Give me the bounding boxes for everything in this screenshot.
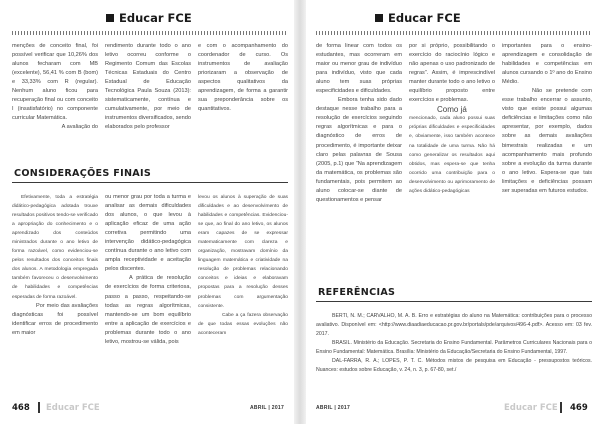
right-col2-quote: Como já [437,105,467,115]
right-col1-para2: Embora tenha sido dado destaque nesse trabalho para a resolução de exercícios seguindo regras algorítmicas e para o diagnóstico de erros de procedimento, é importante deixar claro pelas palavras de Sousa (2005, p.1) que “Na aprendizagem da matemática, os problemas são fundamentais, pois permitem ao aluno colocar-se diante de questionamentos e pensar [316,97,402,203]
left-col2 [105,42,191,132]
right-col3-para2: Não se pretende com esse trabalho encerrar o assunto, visto que existe possui algumas deficiências e limitações como não apresentar, por exemplo, dados sobre as demais avaliações bimestrais realizadas e um acompanhamento mais profundo sobre a evolução da turma durante o ano letivo. Espera-se que tais limitações e deficiências possam ser superadas em futuros estudos. [502,88,592,194]
right-footer-magazine: Educar FCE [504,403,558,413]
section-title-consideracoes: CONSIDERAÇÕES FINAIS [14,168,152,179]
left-page-header [106,11,192,25]
page-gutter [294,0,306,424]
header-square-icon [375,14,383,22]
cf-col3-para2: Cabe a ça fazera observação de que todas essas evoluções não aconteceram [198,312,288,336]
left-col1 [12,42,98,132]
left-page-number: 468 [12,403,30,413]
right-col2-para2: mencionado, cada aluno possui suas próprias dificuldades e especificidades e, obviamente, isso também acontece na totalidade de uma turma. Não há como generalizar os resultados aqui obtidos, mas espera-se que tenha ocorrido uma contribuição para o desenvolvimento ou aprimoramento de ações didático-pedagógicas [409,116,495,194]
cf-col1-para1: Efetivamente, toda a estratégia didático-pedagógica adotada trouxe resultados positivos tendo-se verificado a apropriação do conhecimento e o aprendizado dos conteúdos ministrados durante o ano letivo de forma razoável, como evidenciou-se pelos resultados dos conceitos finais dos alunos. A metodologia empregada também favoreceu o desenvolvimento de habilidades e competências esperadas de forma razoável. [12,195,98,300]
references-rule [316,301,592,302]
right-col1 [316,42,402,205]
cf-col2-para2: A prática de resolução de exercícios de forma criteriosa, passo a passo, respeitando-se todas as regras algorítmicas, mantendo-se um bom equilíbrio entre a aplicação de exercícios e problemas durante todo o ano letivo, mostrou-se válida, pois [105,275,191,345]
left-col1-para2: A avaliação do [61,124,98,131]
left-footer-date: ABRIL | 2017 [250,405,285,411]
right-col2 [409,42,495,196]
cf-col2-para1: ou menor grau por toda a turma e analisar as demais dificuldades dos alunos, o que levou à aplicação eficaz de uma ação corretiva permitindo uma intervenção didático-pedagógica contínua durante o ano letivo com ampla receptividade e aceitação pelos discentes. [105,194,191,273]
right-col2-para1: por si próprio, possibilitando o exercício do raciocínio lógico e não apenas o uso padronizado de regras”. Assim, é imprescindível manter durante todo o ano letivo o equilíbrio proposto entre exercícios e problemas. [409,43,495,104]
right-col3-para1: importantes para o ensino-aprendizagem e consolidação de habilidades e competências em alunos cursando o 1º ano do Ensino Médio. [502,43,592,86]
right-footer-bar [560,402,562,413]
cf-col1-para2: Por meio das avaliações diagnósticas foi possível identificar erros de procedimento em maior [12,302,98,336]
left-col1-para1: menções de conceito final, foi possível verificar que 10,26% dos alunos fecharam com MB (excelente), 56,41 % com B (bom) e 33,33% com R (regular). Nenhum aluno ficou para recuperação final ou com conceito I (insatisfatório) no componente curricular Matemática. [12,43,98,122]
header-square-icon [106,14,114,22]
right-col3 [502,42,592,196]
right-page [306,0,600,424]
right-header-rule [316,31,592,35]
left-footer-bar [38,402,40,413]
left-col3 [198,42,288,114]
right-header-text: Educar FCE [388,11,461,25]
reference-item: BERTI, N. M.; CARVALHO, M. A. B. Erro e estratégias do aluno na Matemática: contribuições para o processo avaliativo. Disponível em: <http://www.diaadiaeducacao.pr.gov.br/portals/pde/arquivos/496-4.pdf>. Acesso em: 03 fev. 2017. [316,313,592,338]
section-rule [12,182,288,183]
right-page-number: 469 [570,403,588,413]
section-title-referencias: REFERÊNCIAS [318,287,396,298]
right-footer-date: ABRIL | 2017 [316,405,351,411]
left-page [0,0,294,424]
left-col2-para: rendimento durante todo o ano letivo ocorreu conforme o Regimento Comum das Escolas Técnicas Estaduais do Centro Estadual de Educação Tecnológica Paula Souza (2013): sistematicamente, contínua e cumulativamente, por meio de instrumentos diversificados, sendo elaborados pelo professor [105,43,191,131]
left-footer-magazine: Educar FCE [46,403,100,413]
cf-col1 [12,193,98,338]
cf-col2 [105,193,191,347]
left-header-rule [12,31,288,35]
left-col3-para: e com o acompanhamento do coordenador de curso. Os instrumentos de avaliação priorizaram a observação de aspectos qualitativos da aprendizagem, de forma a garantir sua preponderância sobre os quantitativos. [198,43,288,113]
right-page-header [375,11,461,25]
reference-item: DAL-FARRA, R. A.; LOPES, P. T. C. Métodos mistos de pesquisa em Educação - pressupostos teóricos. Nuances: estudos sobre Educação, v. 24, n. 3, p. 67-80, set./ [316,358,592,374]
reference-item: BRASIL. Ministério da Educação. Secretaria do Ensino Fundamental. Parâmetros Curriculares Nacionais para o Ensino Fundamental: Matemática. Brasília: Ministério da Educação/Secretaria do Ensino Fundamental, 1997. [316,340,592,356]
cf-col3 [198,193,288,338]
references-list [316,312,592,375]
left-header-text: Educar FCE [119,11,192,25]
cf-col3-para1: levou os alunos à superação de suas dificuldades e ao desenvolvimento de habilidades e competências. Evidenciou-se que, ao final do ano letivo, os alunos eram capazes de se expressar matematicamente com clareza e organização, mostravam domínio da linguagem matemática e criatividade na resolução de problemas relacionando conceitos e ideias e elaboravam propostas para a resolução desses problemas com argumentação consistente. [198,195,288,309]
right-col1-para1: de forma linear com todos os estudantes, mas ocorreram em maior ou menor grau de indivíduo para indivíduo, visto que cada aluno tem suas próprias especificidades e dificuldades. [316,43,402,95]
